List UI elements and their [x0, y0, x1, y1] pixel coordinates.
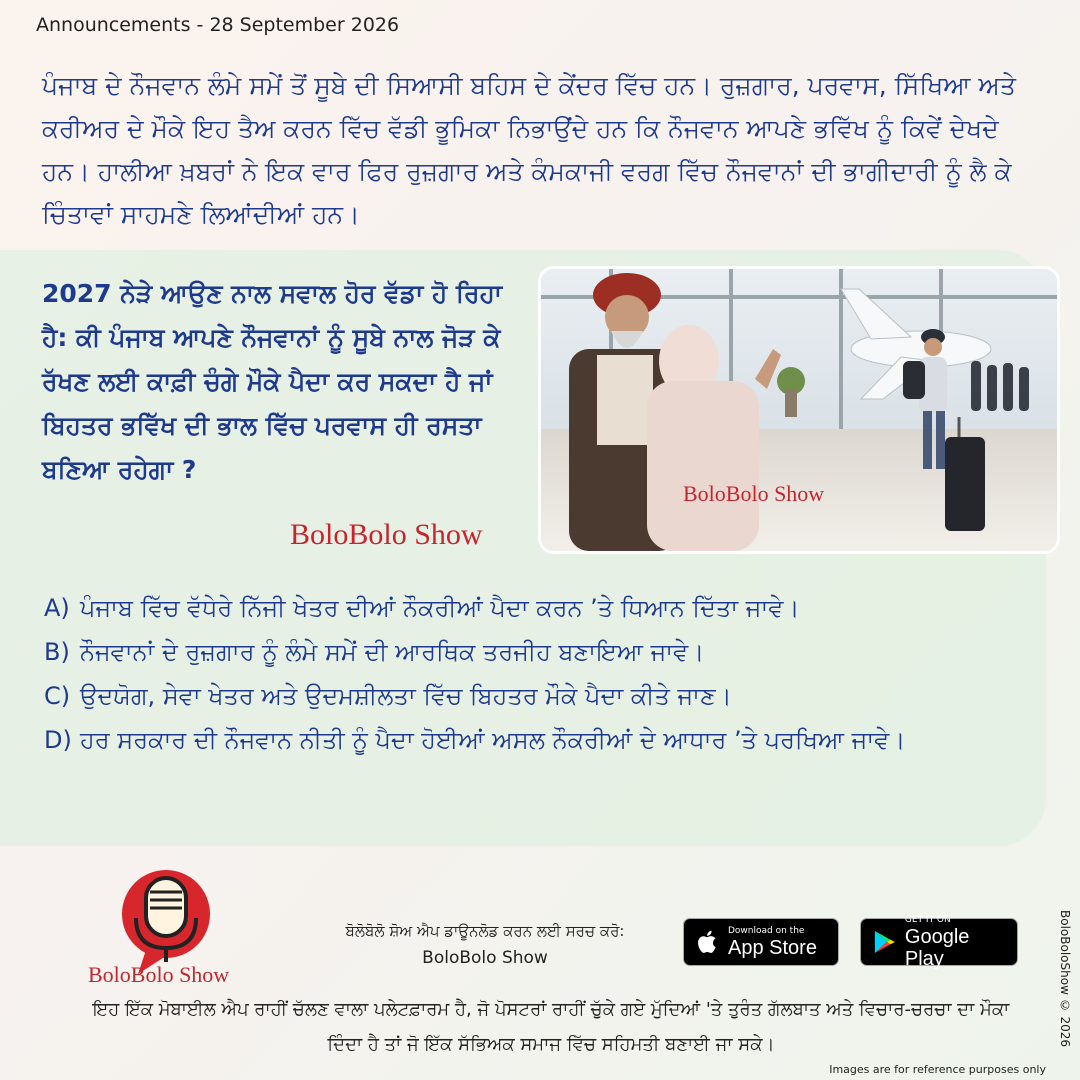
option-d[interactable] [44, 718, 1034, 762]
option-text: ਪੰਜਾਬ ਵਿੱਚ ਵੱਧੇਰੇ ਨਿੱਜੀ ਖੇਤਰ ਦੀਆਂ ਨੌਕਰੀਆਂ ਪੈਦਾ ਕਰਨ ’ਤੇ ਧਿਆਨ ਦਿੱਤਾ ਜਾਵੇ। [80, 594, 800, 622]
copyright-vertical: BoloBoloShow © 2026 [1058, 910, 1072, 1048]
app-store-small-text: Download on the [728, 925, 805, 936]
google-play-big-text: Google Play [904, 925, 970, 970]
app-store-button[interactable] [683, 918, 839, 966]
app-store-big-text: App Store [728, 936, 817, 959]
intro-paragraph: ਪੰਜਾਬ ਦੇ ਨੌਜਵਾਨ ਲੰਮੇ ਸਮੇਂ ਤੋਂ ਸੂਬੇ ਦੀ ਸਿਆਸੀ ਬਹਿਸ ਦੇ ਕੇਂਦਰ ਵਿੱਚ ਹਨ। ਰੁਜ਼ਗਾਰ, ਪਰਵਾਸ, ਸਿੱਖਿਆ ਅਤੇ ਕਰੀਅਰ ਦੇ ਮੌਕੇ ਇਹ ਤੈਅ ਕਰਨ ਵਿੱਚ ਵੱਡੀ ਭੂਮਿਕਾ ਨਿਭਾਉਂਦੇ ਹਨ ਕਿ ਨੌਜਵਾਨ ਆਪਣੇ ਭਵਿੱਖ ਨੂੰ ਕਿਵੇਂ ਦੇਖਦੇ ਹਨ। ਹਾਲੀਆ ਖ਼ਬਰਾਂ ਨੇ ਇਕ ਵਾਰ ਫਿਰ ਰੁਜ਼ਗਾਰ ਅਤੇ ਕੰਮਕਾਜੀ ਵਰਗ ਵਿੱਚ ਨੌਜਵਾਨਾਂ ਦੀ ਭਾਗੀਦਾਰੀ ਨੂੰ ਲੈ ਕੇ ਚਿੰਤਾਵਾਂ ਸਾਹਮਣੇ ਲਿਆਂਦੀਆਂ ਹਨ। [42, 71, 1016, 229]
search-prompt-label: ਬੋਲੋਬੋਲੋ ਸ਼ੋਅ ਐਪ ਡਾਊਨਲੋਡ ਕਰਨ ਲਈ ਸਰਚ ਕਰੋ: [345, 922, 625, 940]
platform-description: ਇਹ ਇੱਕ ਮੋਬਾਈਲ ਐਪ ਰਾਹੀਂ ਚੱਲਣ ਵਾਲਾ ਪਲੇਟਫ਼ਾਰਮ ਹੈ, ਜੋ ਪੋਸਟਰਾਂ ਰਾਹੀਂ ਚੁੱਕੇ ਗਏ ਮੁੱਦਿਆਂ 'ਤੇ ਤੁਰੰਤ ਗੱਲਬਾਤ ਅਤੇ ਵਿਚਾਰ-ਚਰਚਾ ਦਾ ਮੌਕਾ ਦਿੰਦਾ ਹੈ ਤਾਂ ਜੋ ਇੱਕ ਸੱਭਿਅਕ ਸਮਾਜ ਵਿੱਚ ਸਹਿਮਤੀ ਬਣਾਈ ਜਾ ਸਕੇ। [92, 999, 1010, 1055]
option-c[interactable] [44, 674, 1034, 718]
option-b[interactable] [44, 630, 1034, 674]
question-text: 2027 ਨੇੜੇ ਆਉਣ ਨਾਲ ਸਵਾਲ ਹੋਰ ਵੱਡਾ ਹੋ ਰਿਹਾ ਹੈ: ਕੀ ਪੰਜਾਬ ਆਪਣੇ ਨੌਜਵਾਨਾਂ ਨੂੰ ਸੂਬੇ ਨਾਲ ਜੋੜ ਕੇ ਰੱਖਣ ਲਈ ਕਾਫ਼ੀ ਚੰਗੇ ਮੌਕੇ ਪੈਦਾ ਕਰ ਸਕਦਾ ਹੈ ਜਾਂ ਬਿਹਤਰ ਭਵਿੱਖ ਦੀ ਭਾਲ ਵਿੱਚ ਪਰਵਾਸ ਹੀ ਰਸਤਾ ਬਣਿਆ ਰਹੇਗਾ ? [42, 279, 503, 484]
option-letter: B) [44, 638, 70, 666]
option-text: ਹਰ ਸਰਕਾਰ ਦੀ ਨੌਜਵਾਨ ਨੀਤੀ ਨੂੰ ਪੈਦਾ ਹੋਈਆਂ ਅਸਲ ਨੌਕਰੀਆਂ ਦੇ ਆਧਾਰ ’ਤੇ ਪਰਖਿਆ ਜਾਵੇ। [80, 726, 906, 754]
google-play-button[interactable] [860, 914, 1018, 970]
option-text: ਉਦਯੋਗ, ਸੇਵਾ ਖੇਤਰ ਅਤੇ ਉਦਮਸ਼ੀਲਤਾ ਵਿੱਚ ਬਿਹਤਰ ਮੌਕੇ ਪੈਦਾ ਕੀਤੇ ਜਾਣ। [80, 682, 732, 710]
image-disclaimer: Images are for reference purposes only [829, 1063, 1046, 1076]
option-letter: C) [44, 682, 71, 710]
search-prompt [300, 922, 670, 968]
option-letter: A) [44, 594, 70, 622]
airport-illustration [541, 269, 1057, 551]
option-letter: D) [44, 726, 72, 754]
apple-icon [696, 928, 720, 956]
answer-options [44, 586, 1034, 762]
search-term: BoloBolo Show [422, 948, 548, 968]
app-logo-name: BoloBolo Show [88, 962, 230, 987]
google-play-icon [873, 928, 897, 956]
option-text: ਨੌਜਵਾਨਾਂ ਦੇ ਰੁਜ਼ਗਾਰ ਨੂੰ ਲੰਮੇ ਸਮੇਂ ਦੀ ਆਰਥਿਕ ਤਰਜੀਹ ਬਣਾਇਆ ਜਾਵੇ। [80, 638, 705, 666]
brand-watermark: BoloBolo Show [290, 518, 483, 551]
photo-watermark: BoloBolo Show [683, 481, 825, 506]
google-play-small-text: GET IT ON [904, 914, 951, 925]
airport-photo [538, 266, 1060, 554]
option-a[interactable] [44, 586, 1034, 630]
announcement-date: Announcements - 28 September 2026 [36, 14, 400, 36]
